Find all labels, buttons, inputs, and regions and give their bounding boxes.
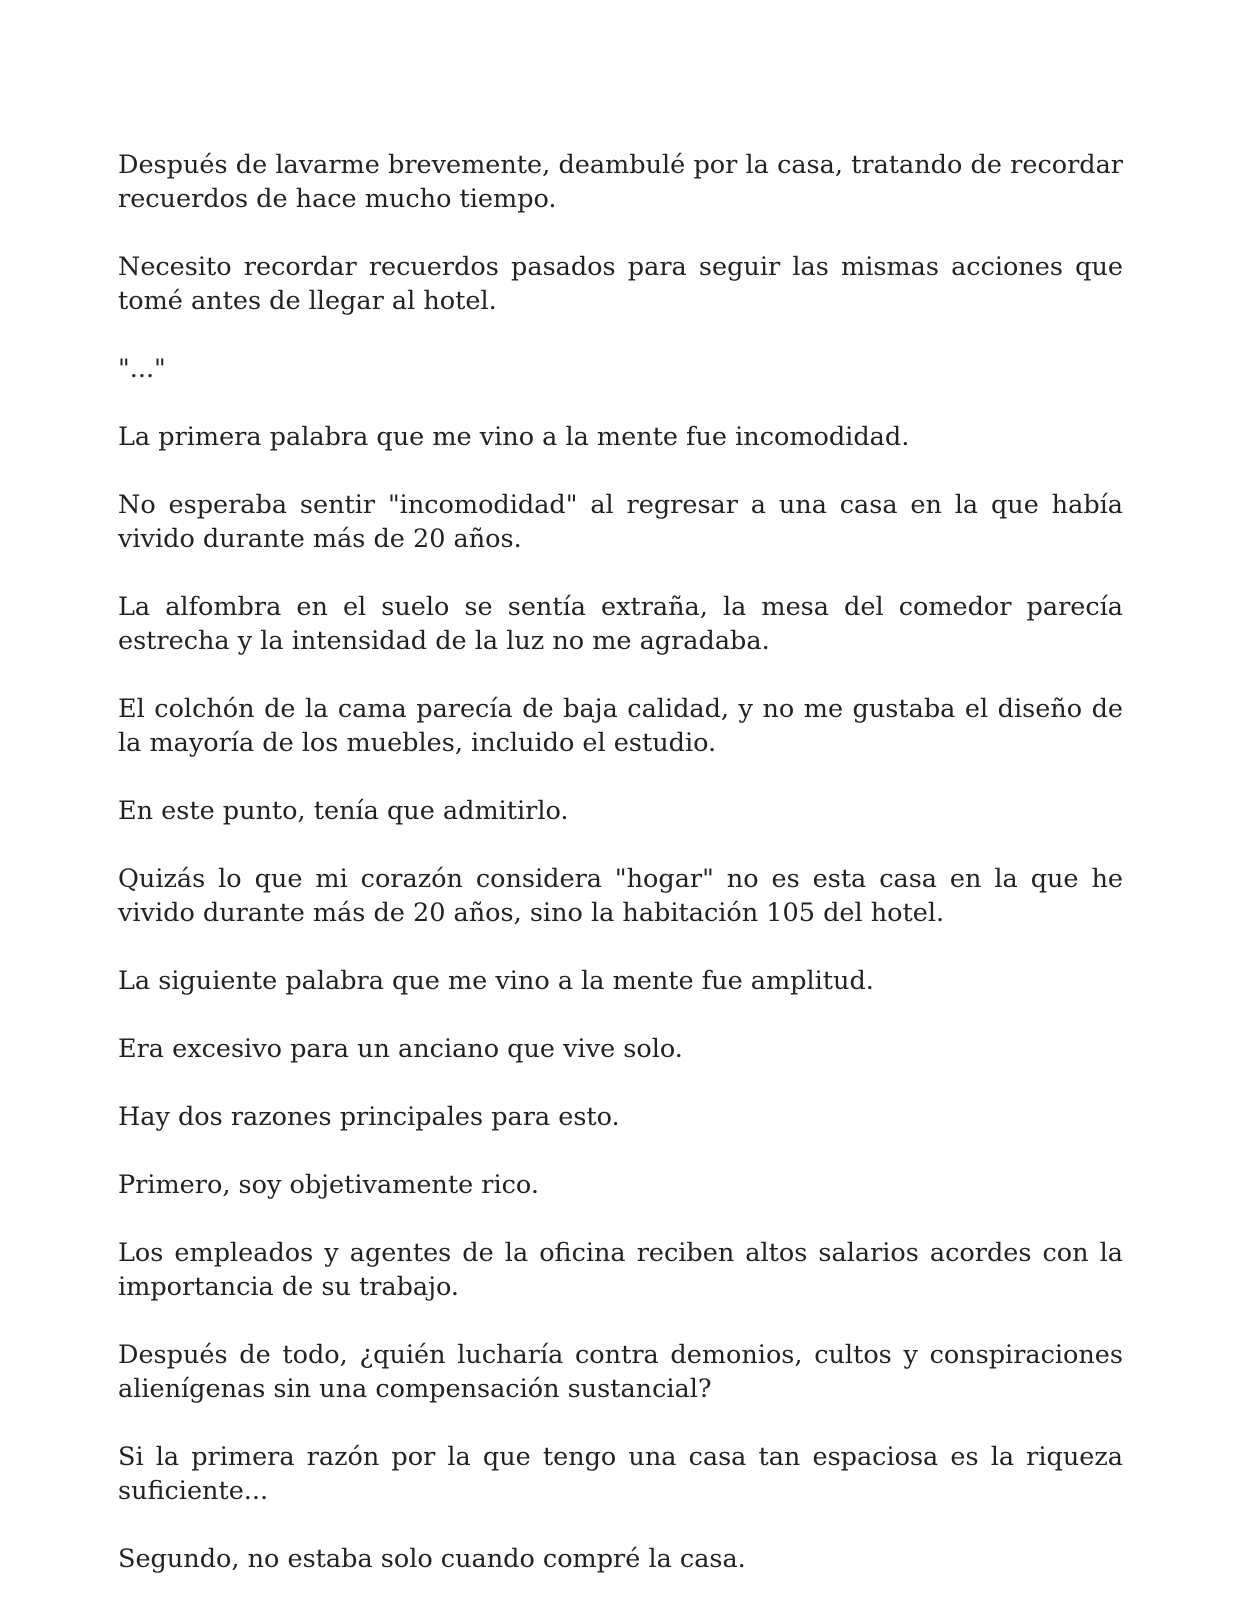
document-page: [118, 148, 1123, 1576]
paragraph-12: Hay dos razones principales para esto.: [118, 1102, 620, 1132]
paragraph-7: El colchón de la cama parecía de baja calidad, y no me gustaba el diseño de la mayoría de los muebles, incluido el estudio.: [118, 694, 1123, 758]
paragraph-5: No esperaba sentir "incomodidad" al regresar a una casa en la que había vivido durante más de 20 años.: [118, 490, 1123, 554]
paragraph-3: "...": [118, 354, 166, 384]
paragraph-9: Quizás lo que mi corazón considera "hogar" no es esta casa en la que he vivido durante más de 20 años, sino la habitación 105 del hotel.: [118, 864, 1123, 928]
paragraph-8: En este punto, tenía que admitirlo.: [118, 796, 569, 826]
paragraph-10: La siguiente palabra que me vino a la mente fue amplitud.: [118, 966, 874, 996]
paragraph-15: Después de todo, ¿quién lucharía contra demonios, cultos y conspiraciones alienígenas sin una compensación sustancial?: [118, 1340, 1123, 1404]
paragraph-6: La alfombra en el suelo se sentía extraña, la mesa del comedor parecía estrecha y la intensidad de la luz no me agradaba.: [118, 592, 1123, 656]
paragraph-14: Los empleados y agentes de la oficina reciben altos salarios acordes con la importancia de su trabajo.: [118, 1238, 1123, 1302]
paragraph-13: Primero, soy objetivamente rico.: [118, 1170, 539, 1200]
paragraph-17: Segundo, no estaba solo cuando compré la casa.: [118, 1544, 746, 1574]
paragraph-11: Era excesivo para un anciano que vive solo.: [118, 1034, 683, 1064]
paragraph-16: Si la primera razón por la que tengo una casa tan espaciosa es la riqueza suficiente...: [118, 1442, 1123, 1506]
paragraph-4: La primera palabra que me vino a la mente fue incomodidad.: [118, 422, 910, 452]
paragraph-1: Después de lavarme brevemente, deambulé por la casa, tratando de recordar recuerdos de hace mucho tiempo.: [118, 150, 1123, 214]
paragraph-2: Necesito recordar recuerdos pasados para seguir las mismas acciones que tomé antes de llegar al hotel.: [118, 252, 1123, 316]
